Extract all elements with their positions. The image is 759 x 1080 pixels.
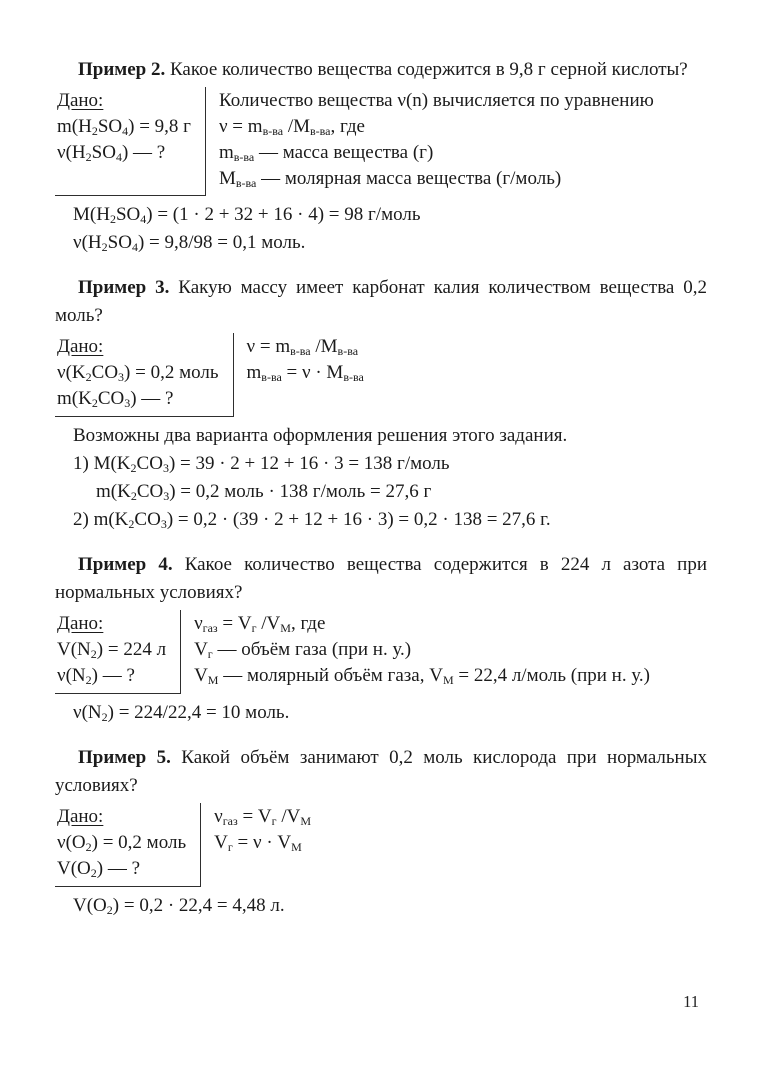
example-2-dano-table: [55, 87, 707, 196]
example-4-solution-line: $\nu(N_2) = 224/22,4 = 10$ моль.: [73, 702, 290, 724]
example-3-given-line: $\nu(K_2CO_3) = 0,2$ моль: [57, 362, 219, 384]
example-4-theory-line: $\nu_{газ} = V_г$ $/V_М$, где: [194, 613, 326, 635]
example-2-theory-line: $M_{в-ва}$ — молярная масса вещества (г/моль): [218, 168, 562, 190]
page-number: 11: [683, 992, 699, 1011]
example-3-solution-line: 2) $m(K_2CO_3) = 0,2 \cdot (39 \cdot 2 + 12 + 16 \cdot 3) = 0,2 \cdot 138 = 27,6$ г.: [73, 509, 551, 531]
example-4-given-line: $\nu(N_2)$ — ?: [57, 665, 135, 687]
example-3-label: Пример 3.: [78, 277, 170, 298]
example-3-question: [55, 274, 707, 330]
example-5-given-line: $V(O_2)$ — ?: [57, 858, 141, 880]
example-2-given-column: [55, 87, 206, 196]
example-2-block: [55, 56, 707, 257]
example-4-theory-line: $V_г$ — объём газа (при н. у.): [194, 639, 412, 661]
example-3-question-text: Какую массу имеет карбонат калия количеством вещества 0,2 моль?: [55, 277, 707, 326]
example-4-formula-column: [181, 610, 650, 694]
example-4-question-text: Какое количество вещества содержится в 224 л азота при нормальных условиях?: [55, 554, 707, 603]
example-2-solution-line: $M(H_2SO_4) = (1 \cdot 2 + 32 + 16 \cdot 4) = 98$ г/моль: [73, 204, 421, 226]
example-2-given-line: $m(H_2SO_4) = 9,8$ г: [57, 116, 191, 138]
example-5-given-column: [55, 803, 201, 887]
example-2-given-line: $\nu(H_2SO_4)$ — ?: [57, 142, 166, 164]
example-5-theory-line: $\nu_{газ} = V_г$ $/V_М$: [214, 806, 311, 828]
example-2-question: [55, 56, 707, 84]
example-5-dano-table: [55, 803, 707, 887]
example-3-dano-label: Дано:: [57, 336, 104, 357]
example-4-solution: [55, 699, 707, 727]
example-5-question: [55, 744, 707, 800]
example-2-label: Пример 2.: [78, 59, 166, 80]
example-4-given-column: [55, 610, 181, 694]
example-2-theory-line: $\nu = m_{в-ва}$ $/M_{в-ва}$, где: [218, 116, 365, 138]
example-4-label: Пример 4.: [78, 554, 173, 575]
example-3-theory-line: $m_{в-ва} = \nu \cdot M_{в-ва}$: [246, 362, 364, 384]
example-4-given-line: $V(N_2) = 224$ л: [57, 639, 167, 661]
example-5-formula-column: [201, 803, 311, 887]
example-3-theory-line: $\nu = m_{в-ва}$ $/M_{в-ва}$: [246, 336, 359, 358]
example-3-note: Возможны два варианта оформления решения этого задания.: [73, 425, 568, 446]
example-5-given-line: $\nu(O_2) = 0,2$ моль: [57, 832, 187, 854]
example-3-solution-line: 1) $M(K_2CO_3) = 39 \cdot 2 + 12 + 16 \cdot 3 = 138$ г/моль: [73, 453, 450, 475]
example-2-theory-line: Количество вещества ν(n) вычисляется по уравнению: [218, 90, 654, 111]
example-4-theory-line: $V_М$ — молярный объём газа, $V_М = 22,4$ л/моль (при н. у.): [194, 665, 651, 687]
example-5-block: [55, 744, 707, 920]
example-3-given-column: [55, 333, 234, 417]
example-4-dano-table: [55, 610, 707, 694]
example-3-formula-column: [234, 333, 364, 417]
example-2-solution: [55, 201, 707, 257]
example-2-question-text: Какое количество вещества содержится в 9,8 г серной кислоты?: [170, 59, 688, 80]
example-2-solution-line: $\nu(H_2SO_4) = 9,8/98 = 0,1$ моль.: [73, 232, 306, 254]
example-3-dano-table: [55, 333, 707, 417]
example-3-block: [55, 274, 707, 534]
example-4-dano-label: Дано:: [57, 613, 104, 634]
example-4-block: [55, 551, 707, 727]
example-2-formula-column: [206, 87, 654, 196]
example-5-label: Пример 5.: [78, 747, 171, 768]
example-5-solution-line: $V(O_2) = 0,2 \cdot 22,4 = 4,48$ л.: [73, 895, 285, 917]
example-5-dano-label: Дано:: [57, 806, 104, 827]
example-5-theory-line: $V_г = \nu \cdot V_М$: [214, 832, 302, 854]
example-4-question: [55, 551, 707, 607]
example-5-question-text: Какой объём занимают 0,2 моль кислорода при нормальных условиях?: [55, 747, 707, 796]
example-3-given-line: $m(K_2CO_3)$ — ?: [57, 388, 174, 410]
page-content: [55, 56, 707, 937]
example-5-solution: [55, 892, 707, 920]
example-3-solution-line: $m(K_2CO_3) = 0,2$ моль · 138 г/моль = 27,6 г: [96, 481, 432, 503]
example-3-solution: [55, 450, 707, 534]
example-2-dano-label: Дано:: [57, 90, 104, 111]
example-2-theory-line: $m_{в-ва}$ — масса вещества (г): [218, 142, 434, 164]
